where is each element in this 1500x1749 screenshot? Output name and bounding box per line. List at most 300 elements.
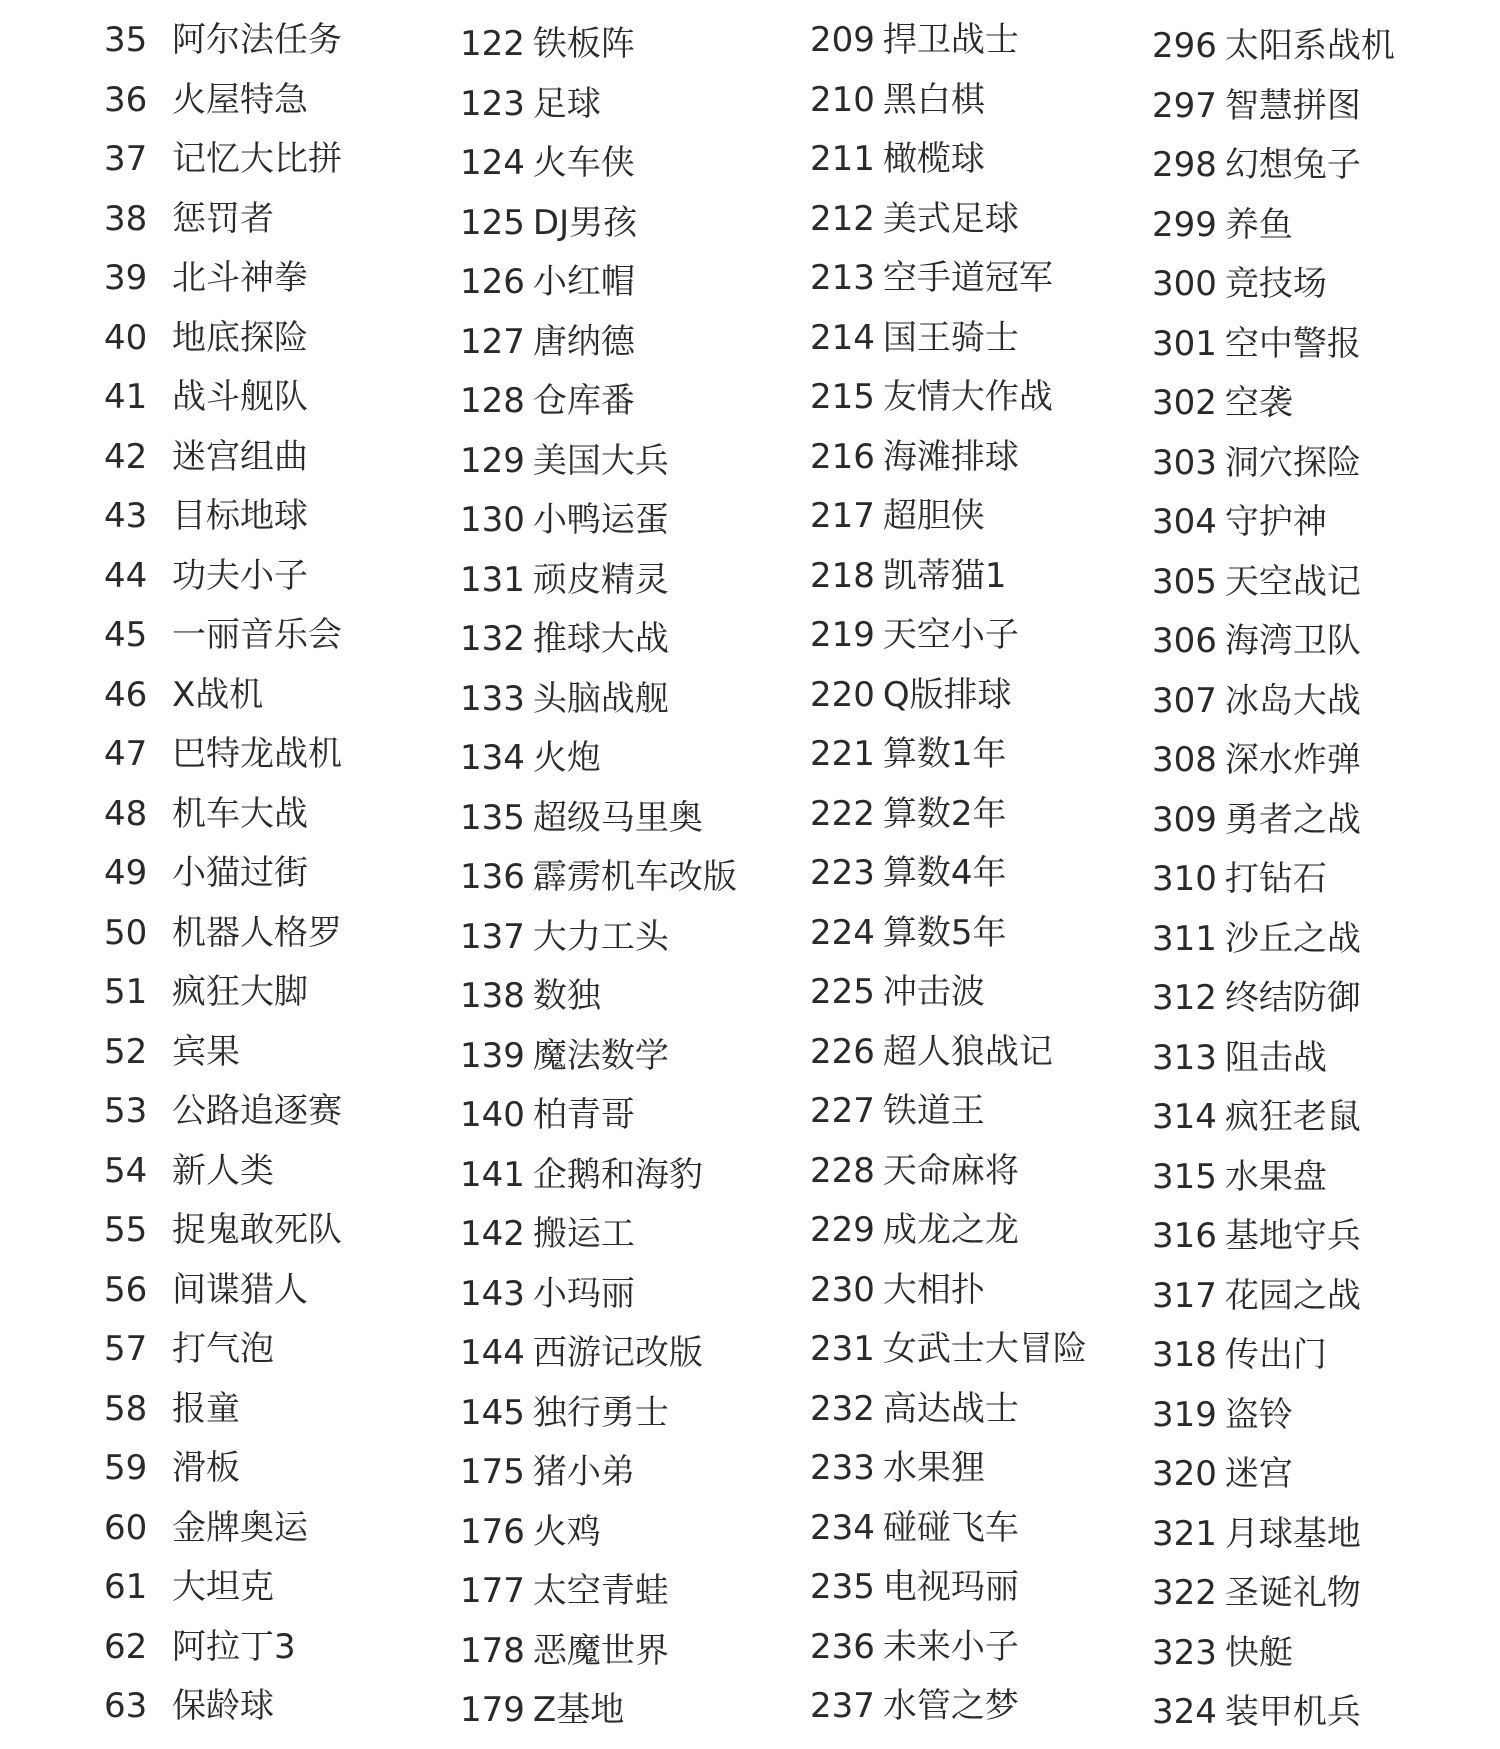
item-number: 60 xyxy=(104,1507,148,1548)
game-title: 霹雳机车改版 xyxy=(532,857,737,897)
list-item xyxy=(810,308,1019,368)
list-item xyxy=(810,10,1019,70)
game-title: 空袭 xyxy=(1224,383,1293,423)
list-item xyxy=(810,605,1019,665)
item-number: 236 xyxy=(810,1626,875,1667)
list-item xyxy=(1152,433,1361,493)
item-number: 299 xyxy=(1152,204,1217,245)
item-number: 39 xyxy=(104,258,148,298)
game-title: 独行勇士 xyxy=(532,1392,669,1433)
game-title: 火车侠 xyxy=(532,143,635,183)
game-title: 疯狂老鼠 xyxy=(1224,1097,1361,1137)
item-number: 228 xyxy=(810,1150,875,1191)
list-item xyxy=(1152,1206,1361,1266)
list-item xyxy=(104,248,308,308)
game-title: 碰碰飞车 xyxy=(882,1507,1019,1548)
game-title: DJ男孩 xyxy=(532,202,638,243)
game-title: 一丽音乐会 xyxy=(172,615,342,655)
game-title: 凯蒂猫1 xyxy=(882,555,1007,596)
list-item xyxy=(460,252,635,312)
game-title: 机器人格罗 xyxy=(172,912,342,953)
game-title: 仓库番 xyxy=(532,381,635,421)
list-item xyxy=(104,10,342,70)
game-title: 间谍猎人 xyxy=(172,1269,308,1310)
game-title: 算数5年 xyxy=(882,912,1007,953)
game-title: 企鹅和海豹 xyxy=(532,1154,703,1195)
item-number: 307 xyxy=(1152,680,1217,721)
list-item xyxy=(460,1442,635,1502)
game-title: 小红帽 xyxy=(532,262,635,302)
item-number: 301 xyxy=(1152,323,1217,364)
list-item xyxy=(460,907,669,967)
list-item xyxy=(810,1617,1019,1677)
list-item xyxy=(810,665,1012,725)
list-item xyxy=(104,1319,274,1379)
list-item xyxy=(810,248,1053,308)
item-number: 48 xyxy=(104,793,148,834)
item-number: 227 xyxy=(810,1091,875,1131)
item-number: 53 xyxy=(104,1091,148,1131)
list-item xyxy=(104,1022,240,1082)
item-number: 232 xyxy=(810,1388,875,1429)
item-number: 132 xyxy=(460,619,525,659)
game-title: 小鸭运蛋 xyxy=(532,500,669,540)
item-number: 44 xyxy=(104,555,148,596)
game-title: 西游记改版 xyxy=(532,1333,703,1373)
item-number: 212 xyxy=(810,198,875,239)
list-item xyxy=(810,1081,985,1141)
item-number: 51 xyxy=(104,972,148,1012)
list-item xyxy=(104,665,263,725)
game-title: 电视玛丽 xyxy=(882,1567,1019,1607)
item-number: 45 xyxy=(104,615,148,655)
list-item xyxy=(460,1383,669,1443)
list-item xyxy=(460,1026,669,1086)
list-item xyxy=(460,728,601,788)
game-title: 水管之梦 xyxy=(882,1686,1019,1726)
game-title: 算数1年 xyxy=(882,734,1007,774)
list-item xyxy=(810,1379,1019,1439)
list-item xyxy=(104,724,342,784)
game-title: 捉鬼敢死队 xyxy=(172,1210,342,1250)
item-number: 226 xyxy=(810,1031,875,1072)
item-number: 127 xyxy=(460,321,525,362)
game-title: 大相扑 xyxy=(882,1269,985,1310)
item-number: 179 xyxy=(460,1690,525,1730)
list-item xyxy=(1152,1563,1361,1623)
list-item xyxy=(810,1141,1019,1201)
game-title: 女武士大冒险 xyxy=(882,1329,1087,1369)
list-item xyxy=(1152,1087,1361,1147)
item-number: 136 xyxy=(460,857,525,897)
list-item xyxy=(810,903,1007,963)
item-number: 128 xyxy=(460,381,525,421)
game-title: 巴特龙战机 xyxy=(172,734,342,774)
game-title: 竞技场 xyxy=(1224,264,1327,304)
list-item xyxy=(810,70,985,130)
item-number: 233 xyxy=(810,1448,875,1488)
item-number: 316 xyxy=(1152,1216,1217,1256)
list-item xyxy=(1152,790,1361,850)
item-number: 177 xyxy=(460,1571,525,1611)
list-item xyxy=(1152,492,1327,552)
list-item xyxy=(460,669,669,729)
list-item xyxy=(1152,671,1361,731)
list-item xyxy=(460,490,669,550)
item-number: 216 xyxy=(810,436,875,477)
item-number: 323 xyxy=(1152,1632,1217,1673)
list-item xyxy=(104,70,308,130)
game-title: 冲击波 xyxy=(882,972,985,1012)
item-number: 126 xyxy=(460,262,525,302)
game-title: 记忆大比拼 xyxy=(172,139,342,179)
list-item xyxy=(460,1085,635,1145)
item-number: 176 xyxy=(460,1511,525,1552)
list-item xyxy=(1152,1147,1327,1207)
game-title: 保龄球 xyxy=(172,1686,274,1726)
list-item xyxy=(104,1498,308,1558)
game-title: 小猫过街 xyxy=(172,853,308,893)
game-title: 阻击战 xyxy=(1224,1037,1327,1078)
item-number: 312 xyxy=(1152,978,1217,1018)
game-title: 超胆侠 xyxy=(882,496,985,536)
game-title: 天命麻将 xyxy=(882,1150,1019,1191)
list-item xyxy=(460,74,601,134)
item-number: 219 xyxy=(810,615,875,655)
game-title: 唐纳德 xyxy=(532,321,635,362)
item-number: 320 xyxy=(1152,1454,1217,1494)
list-item xyxy=(104,605,342,665)
game-title: 战斗舰队 xyxy=(172,377,308,417)
list-item-partial xyxy=(1152,0,1262,7)
item-number: 230 xyxy=(810,1269,875,1310)
game-title: 高达战士 xyxy=(882,1388,1019,1429)
item-number: 322 xyxy=(1152,1573,1217,1613)
list-item xyxy=(810,1319,1087,1379)
list-item xyxy=(810,1022,1053,1082)
list-item xyxy=(104,486,308,546)
item-number: 124 xyxy=(460,143,525,183)
game-title: 守护神 xyxy=(1224,502,1327,542)
item-number: 58 xyxy=(104,1388,148,1429)
list-item xyxy=(1152,76,1361,136)
game-title: 装甲机兵 xyxy=(1224,1692,1361,1732)
item-number: 134 xyxy=(460,738,525,778)
item-number: 142 xyxy=(460,1214,525,1254)
item-number: 56 xyxy=(104,1269,148,1310)
list-item xyxy=(1152,1504,1361,1564)
game-title: 洞穴探险 xyxy=(1224,442,1361,483)
game-title: 地底探险 xyxy=(172,317,308,358)
item-number: 37 xyxy=(104,139,148,179)
item-number: 308 xyxy=(1152,740,1217,780)
list-item xyxy=(810,724,1007,784)
game-title: 惩罚者 xyxy=(172,198,274,239)
game-title: 友情大作战 xyxy=(882,377,1053,417)
game-title: 终结防御 xyxy=(1224,978,1361,1018)
list-item xyxy=(1152,1028,1327,1088)
list-item-partial xyxy=(104,0,192,1)
game-title: X战机 xyxy=(172,674,264,715)
list-item xyxy=(810,427,1019,487)
game-title: 月球基地 xyxy=(1224,1513,1361,1554)
game-title: 海湾卫队 xyxy=(1224,621,1361,661)
list-item xyxy=(104,784,308,844)
list-item xyxy=(460,609,669,669)
game-title: Q版排球 xyxy=(882,674,1012,715)
game-title: 传出门 xyxy=(1224,1335,1327,1375)
game-title: 火鸡 xyxy=(532,1511,601,1552)
item-number: 231 xyxy=(810,1329,875,1369)
item-number: 209 xyxy=(810,20,875,60)
game-title: 目标地球 xyxy=(172,496,308,536)
list-item xyxy=(1152,16,1395,76)
list-item xyxy=(1152,552,1361,612)
item-number: 220 xyxy=(810,674,875,715)
game-title: 快艇 xyxy=(1224,1632,1293,1673)
list-item xyxy=(810,843,1007,903)
list-item xyxy=(460,966,601,1026)
item-number: 237 xyxy=(810,1686,875,1726)
list-item xyxy=(104,1081,342,1141)
item-number: 318 xyxy=(1152,1335,1217,1375)
item-number: 42 xyxy=(104,436,148,477)
item-number: 54 xyxy=(104,1150,148,1191)
game-title: 小玛丽 xyxy=(532,1273,635,1314)
item-number: 138 xyxy=(460,976,525,1016)
game-title: 养鱼 xyxy=(1224,204,1293,245)
game-title: 柏青哥 xyxy=(532,1095,635,1135)
game-title: 捍卫战士 xyxy=(882,20,1019,60)
list-item xyxy=(810,1260,985,1320)
item-number: 296 xyxy=(1152,26,1217,66)
list-item-partial xyxy=(460,0,570,5)
list-item xyxy=(460,1323,703,1383)
game-title: 足球 xyxy=(532,83,601,124)
list-item xyxy=(810,189,1019,249)
game-title: 阿拉丁3 xyxy=(172,1626,296,1667)
list-item xyxy=(460,1264,635,1324)
item-number: 319 xyxy=(1152,1394,1217,1435)
list-item xyxy=(460,847,737,907)
game-title: 火炮 xyxy=(532,738,601,778)
list-item xyxy=(104,308,308,368)
game-title: 盗铃 xyxy=(1224,1394,1293,1435)
item-number: 140 xyxy=(460,1095,525,1135)
game-title: 迷宫组曲 xyxy=(172,436,308,477)
item-number: 225 xyxy=(810,972,875,1012)
list-item xyxy=(104,1379,240,1439)
list-item xyxy=(1152,968,1361,1028)
list-item xyxy=(460,788,703,848)
item-number: 144 xyxy=(460,1333,525,1373)
list-item xyxy=(460,1621,669,1681)
list-item xyxy=(104,843,308,903)
list-item xyxy=(104,1676,274,1736)
game-title: 头脑战舰 xyxy=(532,678,669,719)
game-title: 幻想兔子 xyxy=(1224,145,1361,185)
item-number: 62 xyxy=(104,1626,148,1667)
game-title: 基地守兵 xyxy=(1224,1216,1361,1256)
list-item xyxy=(1152,1682,1361,1742)
item-number: 298 xyxy=(1152,145,1217,185)
item-number: 139 xyxy=(460,1035,525,1076)
item-number: 57 xyxy=(104,1329,148,1369)
list-item xyxy=(1152,1444,1293,1504)
item-number: 317 xyxy=(1152,1275,1217,1316)
game-title: 疯狂大脚 xyxy=(172,972,308,1012)
item-number: 224 xyxy=(810,912,875,953)
game-title: 智慧拼图 xyxy=(1224,85,1361,126)
game-title: 算数2年 xyxy=(882,793,1007,834)
list-item xyxy=(104,962,308,1022)
item-number: 135 xyxy=(460,797,525,838)
list-item xyxy=(1152,1385,1293,1445)
item-number: 61 xyxy=(104,1567,148,1607)
list-item xyxy=(460,1145,703,1205)
game-title: 功夫小子 xyxy=(172,555,308,596)
list-item xyxy=(460,1204,635,1264)
item-number: 214 xyxy=(810,317,875,358)
list-item xyxy=(460,193,637,253)
game-title: 圣诞礼物 xyxy=(1224,1573,1361,1613)
item-number: 306 xyxy=(1152,621,1217,661)
list-item xyxy=(1152,195,1293,255)
game-title: 滑板 xyxy=(172,1448,240,1488)
item-number: 215 xyxy=(810,377,875,417)
list-item xyxy=(460,1502,601,1562)
item-number: 311 xyxy=(1152,918,1217,959)
list-item xyxy=(460,1561,669,1621)
list-item xyxy=(460,133,635,193)
item-number: 218 xyxy=(810,555,875,596)
game-title: 美式足球 xyxy=(882,198,1019,239)
game-title: 顽皮精灵 xyxy=(532,559,669,600)
item-number: 223 xyxy=(810,853,875,893)
item-number: 145 xyxy=(460,1392,525,1433)
item-number: 63 xyxy=(104,1686,148,1726)
game-title: 机车大战 xyxy=(172,793,308,834)
game-title: 冰岛大战 xyxy=(1224,680,1361,721)
game-title: 恶魔世界 xyxy=(532,1630,669,1671)
game-title: 超级马里奥 xyxy=(532,797,703,838)
item-number: 47 xyxy=(104,734,148,774)
list-item xyxy=(460,1680,624,1740)
item-number: 310 xyxy=(1152,859,1217,899)
game-title: 太阳系战机 xyxy=(1224,26,1395,66)
item-number: 222 xyxy=(810,793,875,834)
list-item xyxy=(104,903,342,963)
list-item xyxy=(810,1498,1019,1558)
item-number: 36 xyxy=(104,79,148,120)
list-item xyxy=(1152,730,1361,790)
item-number: 52 xyxy=(104,1031,148,1072)
game-title: 美国大兵 xyxy=(532,440,669,481)
game-title: 大坦克 xyxy=(172,1567,274,1607)
game-title: 沙丘之战 xyxy=(1224,918,1361,959)
list-item xyxy=(1152,1623,1293,1683)
item-number: 235 xyxy=(810,1567,875,1607)
item-number: 133 xyxy=(460,678,525,719)
item-number: 229 xyxy=(810,1210,875,1250)
list-item xyxy=(1152,254,1327,314)
item-number: 129 xyxy=(460,440,525,481)
game-title: 大力工头 xyxy=(532,916,669,957)
item-number: 143 xyxy=(460,1273,525,1314)
list-item xyxy=(810,1676,1019,1736)
list-item xyxy=(1152,135,1361,195)
item-number: 175 xyxy=(460,1452,525,1492)
item-number: 217 xyxy=(810,496,875,536)
list-item xyxy=(1152,1325,1327,1385)
item-number: 141 xyxy=(460,1154,525,1195)
list-item xyxy=(1152,1266,1361,1326)
list-item xyxy=(1152,849,1327,909)
list-item xyxy=(810,962,985,1022)
item-number: 324 xyxy=(1152,1692,1217,1732)
item-number: 303 xyxy=(1152,442,1217,483)
list-item xyxy=(460,550,669,610)
list-item xyxy=(1152,314,1361,374)
list-item xyxy=(810,1557,1019,1617)
game-title: 火屋特急 xyxy=(172,79,308,120)
item-number: 309 xyxy=(1152,799,1217,840)
game-title: 国王骑士 xyxy=(882,317,1019,358)
game-title: 魔法数学 xyxy=(532,1035,669,1076)
list-item xyxy=(460,371,635,431)
game-title: 橄榄球 xyxy=(882,139,985,179)
game-title: 报童 xyxy=(172,1388,240,1429)
game-title: 海滩排球 xyxy=(882,436,1019,477)
list-item xyxy=(1152,909,1361,969)
item-number: 122 xyxy=(460,24,525,64)
item-number: 210 xyxy=(810,79,875,120)
game-title: 搬运工 xyxy=(532,1214,635,1254)
list-item xyxy=(104,546,308,606)
game-title: 金牌奥运 xyxy=(172,1507,308,1548)
item-number: 46 xyxy=(104,674,148,715)
item-number: 130 xyxy=(460,500,525,540)
game-title: 铁道王 xyxy=(882,1091,985,1131)
item-number: 211 xyxy=(810,139,875,179)
game-title: 未来小子 xyxy=(882,1626,1019,1667)
game-title: 铁板阵 xyxy=(532,24,635,64)
game-title: 猪小弟 xyxy=(532,1452,635,1492)
list-item xyxy=(104,1200,342,1260)
item-number: 35 xyxy=(104,20,148,60)
list-item xyxy=(104,1438,240,1498)
item-number: 55 xyxy=(104,1210,148,1250)
item-number: 178 xyxy=(460,1630,525,1671)
list-item-partial xyxy=(810,0,920,1)
item-number: 50 xyxy=(104,912,148,953)
item-number: 313 xyxy=(1152,1037,1217,1078)
item-number: 49 xyxy=(104,853,148,893)
game-title: 黑白棋 xyxy=(882,79,985,120)
list-item xyxy=(810,486,985,546)
list-item xyxy=(810,1438,985,1498)
item-number: 305 xyxy=(1152,561,1217,602)
list-item xyxy=(460,14,635,74)
item-number: 137 xyxy=(460,916,525,957)
game-title: 超人狼战记 xyxy=(882,1031,1053,1072)
game-title: 宾果 xyxy=(172,1031,240,1072)
game-title: 成龙之龙 xyxy=(882,1210,1019,1250)
game-title: 水果狸 xyxy=(882,1448,985,1488)
game-title: Z基地 xyxy=(532,1690,625,1730)
item-number: 221 xyxy=(810,734,875,774)
item-number: 304 xyxy=(1152,502,1217,542)
